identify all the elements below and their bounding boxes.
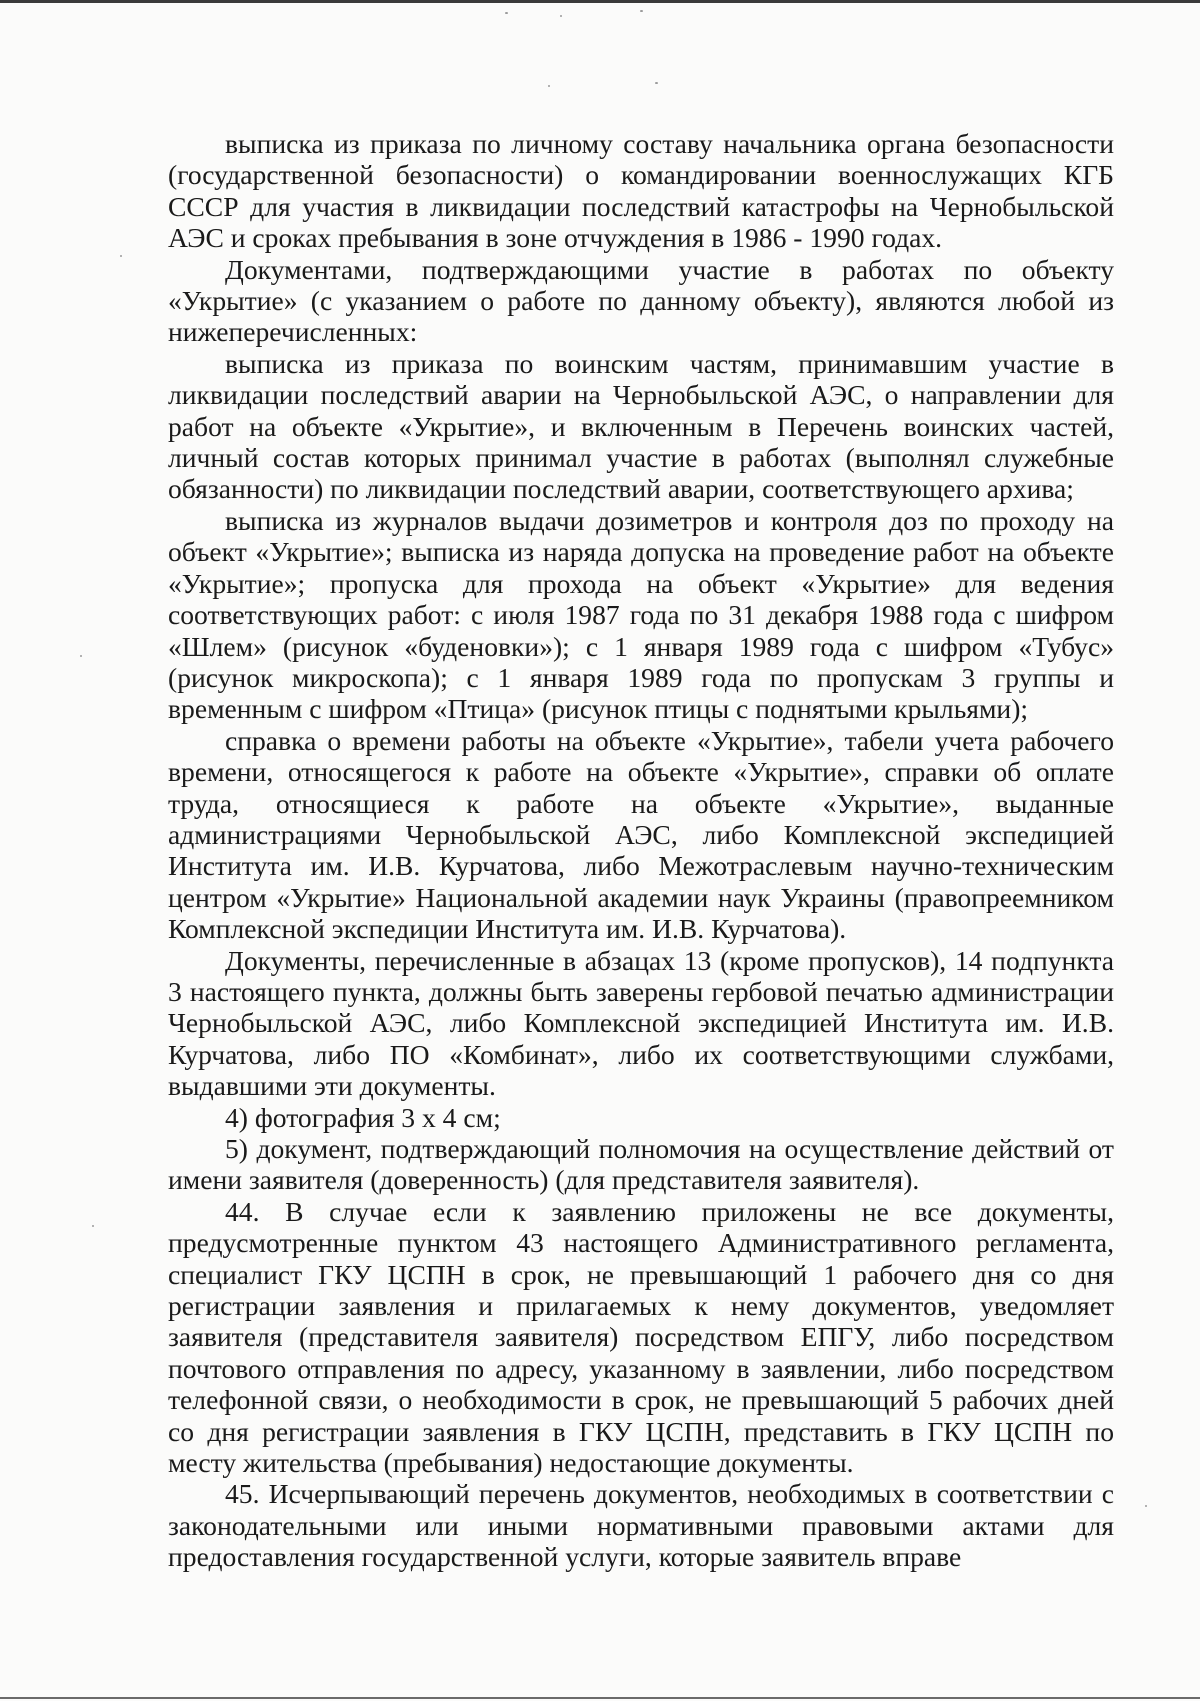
paragraph: Документы, перечисленные в абзацах 13 (кроме пропусков), 14 подпункта 3 настоящего пункта, должны быть заверены гербовой печатью администрации Чернобыльской АЭС, либо Комплексной экспедицией Института им. И.В. Курчатова, либо ПО «Комбинат», либо их соответствующими службами, выдавшими эти документы. xyxy=(168,944,1114,1102)
scan-speck xyxy=(505,12,508,14)
scan-speck xyxy=(560,15,562,17)
paragraph: выписка из приказа по личному составу начальника органа безопасности (государственной безопасности) о командировании военнослужащих КГБ СССР для участия в ликвидации последствий катастрофы на Чернобыльской АЭС и сроках пребывания в зоне отчуждения в 1986 - 1990 годах. xyxy=(168,128,1114,254)
document-body xyxy=(168,128,1114,1573)
paragraph: 4) фотография 3 х 4 см; xyxy=(225,1101,501,1133)
bottom-border-line xyxy=(0,1697,1200,1699)
scan-speck xyxy=(80,655,82,657)
paragraph: выписка из журналов выдачи дозиметров и контроля доз по проходу на объект «Укрытие»; выписка из наряда допуска на проведение работ на объекте «Укрытие»; пропуска для прохода на объект «Укрытие» для ведения соответствующих работ: с июля 1987 года по 31 декабря 1988 года с шифром «Шлем» (рисунок «буденовки»); с 1 января 1989 года с шифром «Тубус» (рисунок микроскопа); с 1 января 1989 года по пропускам 3 группы и временным с шифром «Птица» (рисунок птицы с поднятыми крыльями); xyxy=(168,504,1114,725)
top-border-line xyxy=(0,0,1200,3)
scan-speck xyxy=(655,82,658,84)
paragraph: 45. Исчерпывающий перечень документов, необходимых в соответствии с законодательными или иными нормативными правовыми актами для предоставления государственной услуги, которые заявитель вправе xyxy=(168,1478,1114,1573)
scan-speck xyxy=(120,255,122,257)
paragraph: справка о времени работы на объекте «Укрытие», табели учета рабочего времени, относящегося к работе на объекте «Укрытие», справки об оплате труда, относящиеся к работе на объекте «Укрытие», выданные администрациями Чернобыльской АЭС, либо Комплексной экспедицией Института им. И.В. Курчатова, либо Межотраслевым научно-техническим центром «Укрытие» Национальной академии наук Украины (правопреемником Комплексной экспедиции Института им. И.В. Курчатова). xyxy=(168,724,1114,945)
paragraph: 5) документ, подтверждающий полномочия на осуществление действий от имени заявителя (доверенность) (для представителя заявителя). xyxy=(168,1133,1114,1196)
paragraph: Документами, подтверждающими участие в работах по объекту «Укрытие» (с указанием о работе по данному объекту), являются любой из нижеперечисленных: xyxy=(168,253,1114,348)
scan-speck xyxy=(92,1225,94,1227)
scan-speck xyxy=(1145,1505,1147,1507)
paragraph: 44. В случае если к заявлению приложены не все документы, предусмотренные пунктом 43 настоящего Административного регламента, специалист ГКУ ЦСПН в срок, не превышающий 1 рабочего дня со дня регистрации заявления и прилагаемых к нему документов, уведомляет заявителя (представителя заявителя) посредством ЕПГУ, либо посредством почтового отправления по адресу, указанному в заявлении, либо посредством телефонной связи, о необходимости в срок, не превышающий 5 рабочих дней со дня регистрации заявления в ГКУ ЦСПН, представить в ГКУ ЦСПН по месту жительства (пребывания) недостающие документы. xyxy=(168,1195,1114,1479)
scan-speck xyxy=(548,85,550,87)
paragraph: выписка из приказа по воинским частям, принимавшим участие в ликвидации последствий аварии на Чернобыльской АЭС, о направлении для работ на объекте «Укрытие», и включенным в Перечень воинских частей, личный состав которых принимал участие в работах (выполнял служебные обязанности) по ликвидации последствий аварии, соответствующего архива; xyxy=(168,347,1114,505)
scan-speck xyxy=(640,10,643,12)
